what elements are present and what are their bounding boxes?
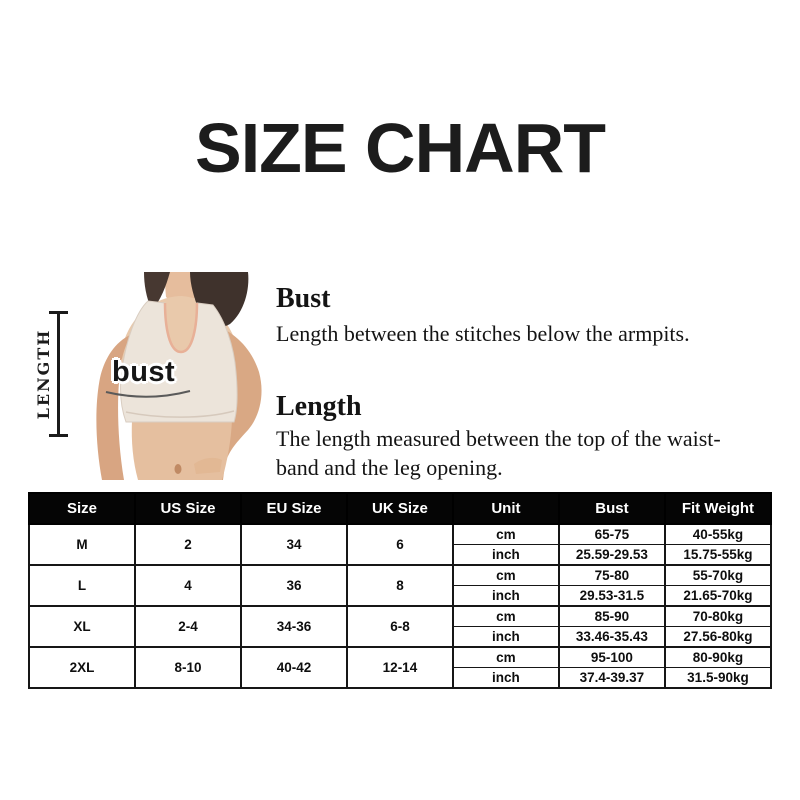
bust-annotation: bust (112, 356, 176, 388)
col-header-unit: Unit (453, 493, 559, 524)
table-row-l-cm (29, 565, 771, 586)
length-description (276, 424, 721, 482)
cell-uk-size: 6 (347, 524, 453, 565)
cell-us-size: 2-4 (135, 606, 241, 647)
table-row-xl-cm (29, 606, 771, 627)
cell-unit: cm (453, 606, 559, 627)
page-title: SIZE CHART (195, 109, 605, 187)
table-row-m-cm (29, 524, 771, 545)
cell-unit: inch (453, 627, 559, 648)
cell-bust: 37.4-39.37 (559, 668, 665, 689)
col-header-uk-size: UK Size (347, 493, 453, 524)
measure-cap-bottom-icon (49, 434, 68, 437)
cell-fit-weight: 55-70kg (665, 565, 771, 586)
product-photo (60, 272, 270, 480)
cell-fit-weight: 70-80kg (665, 606, 771, 627)
cell-size: XL (29, 606, 135, 647)
cell-fit-weight: 21.65-70kg (665, 586, 771, 607)
cell-bust: 25.59-29.53 (559, 545, 665, 566)
cell-us-size: 2 (135, 524, 241, 565)
bust-description: Length between the stitches below the armpits. (276, 321, 690, 346)
cell-size: L (29, 565, 135, 606)
size-table (28, 492, 772, 689)
cell-fit-weight: 15.75-55kg (665, 545, 771, 566)
cell-fit-weight: 31.5-90kg (665, 668, 771, 689)
cell-uk-size: 12-14 (347, 647, 453, 688)
cell-unit: cm (453, 565, 559, 586)
cell-bust: 29.53-31.5 (559, 586, 665, 607)
table-header-row (29, 493, 771, 524)
cell-unit: cm (453, 647, 559, 668)
cell-unit: cm (453, 524, 559, 545)
col-header-eu-size: EU Size (241, 493, 347, 524)
length-annotation: LENGTH (34, 328, 53, 420)
table-row-2xl-cm (29, 647, 771, 668)
length-measure-bracket (26, 311, 72, 437)
col-header-size: Size (29, 493, 135, 524)
cell-eu-size: 34-36 (241, 606, 347, 647)
cell-eu-size: 34 (241, 524, 347, 565)
col-header-us-size: US Size (135, 493, 241, 524)
cell-bust: 75-80 (559, 565, 665, 586)
length-description-line-1: The length measured between the top of the waist- (276, 426, 721, 451)
cell-fit-weight: 40-55kg (665, 524, 771, 545)
cell-bust: 95-100 (559, 647, 665, 668)
cell-bust: 65-75 (559, 524, 665, 545)
cell-us-size: 8-10 (135, 647, 241, 688)
cell-eu-size: 36 (241, 565, 347, 606)
cell-eu-size: 40-42 (241, 647, 347, 688)
cell-unit: inch (453, 545, 559, 566)
col-header-bust: Bust (559, 493, 665, 524)
cell-unit: inch (453, 668, 559, 689)
cell-uk-size: 8 (347, 565, 453, 606)
length-heading: Length (276, 391, 362, 422)
cell-size: 2XL (29, 647, 135, 688)
measure-line-icon (57, 311, 60, 437)
cell-us-size: 4 (135, 565, 241, 606)
col-header-fit-weight: Fit Weight (665, 493, 771, 524)
cell-unit: inch (453, 586, 559, 607)
bust-heading: Bust (276, 283, 331, 314)
cell-size: M (29, 524, 135, 565)
cell-bust: 33.46-35.43 (559, 627, 665, 648)
cell-bust: 85-90 (559, 606, 665, 627)
length-description-line-2: band and the leg opening. (276, 455, 503, 480)
cell-uk-size: 6-8 (347, 606, 453, 647)
cell-fit-weight: 27.56-80kg (665, 627, 771, 648)
cell-fit-weight: 80-90kg (665, 647, 771, 668)
